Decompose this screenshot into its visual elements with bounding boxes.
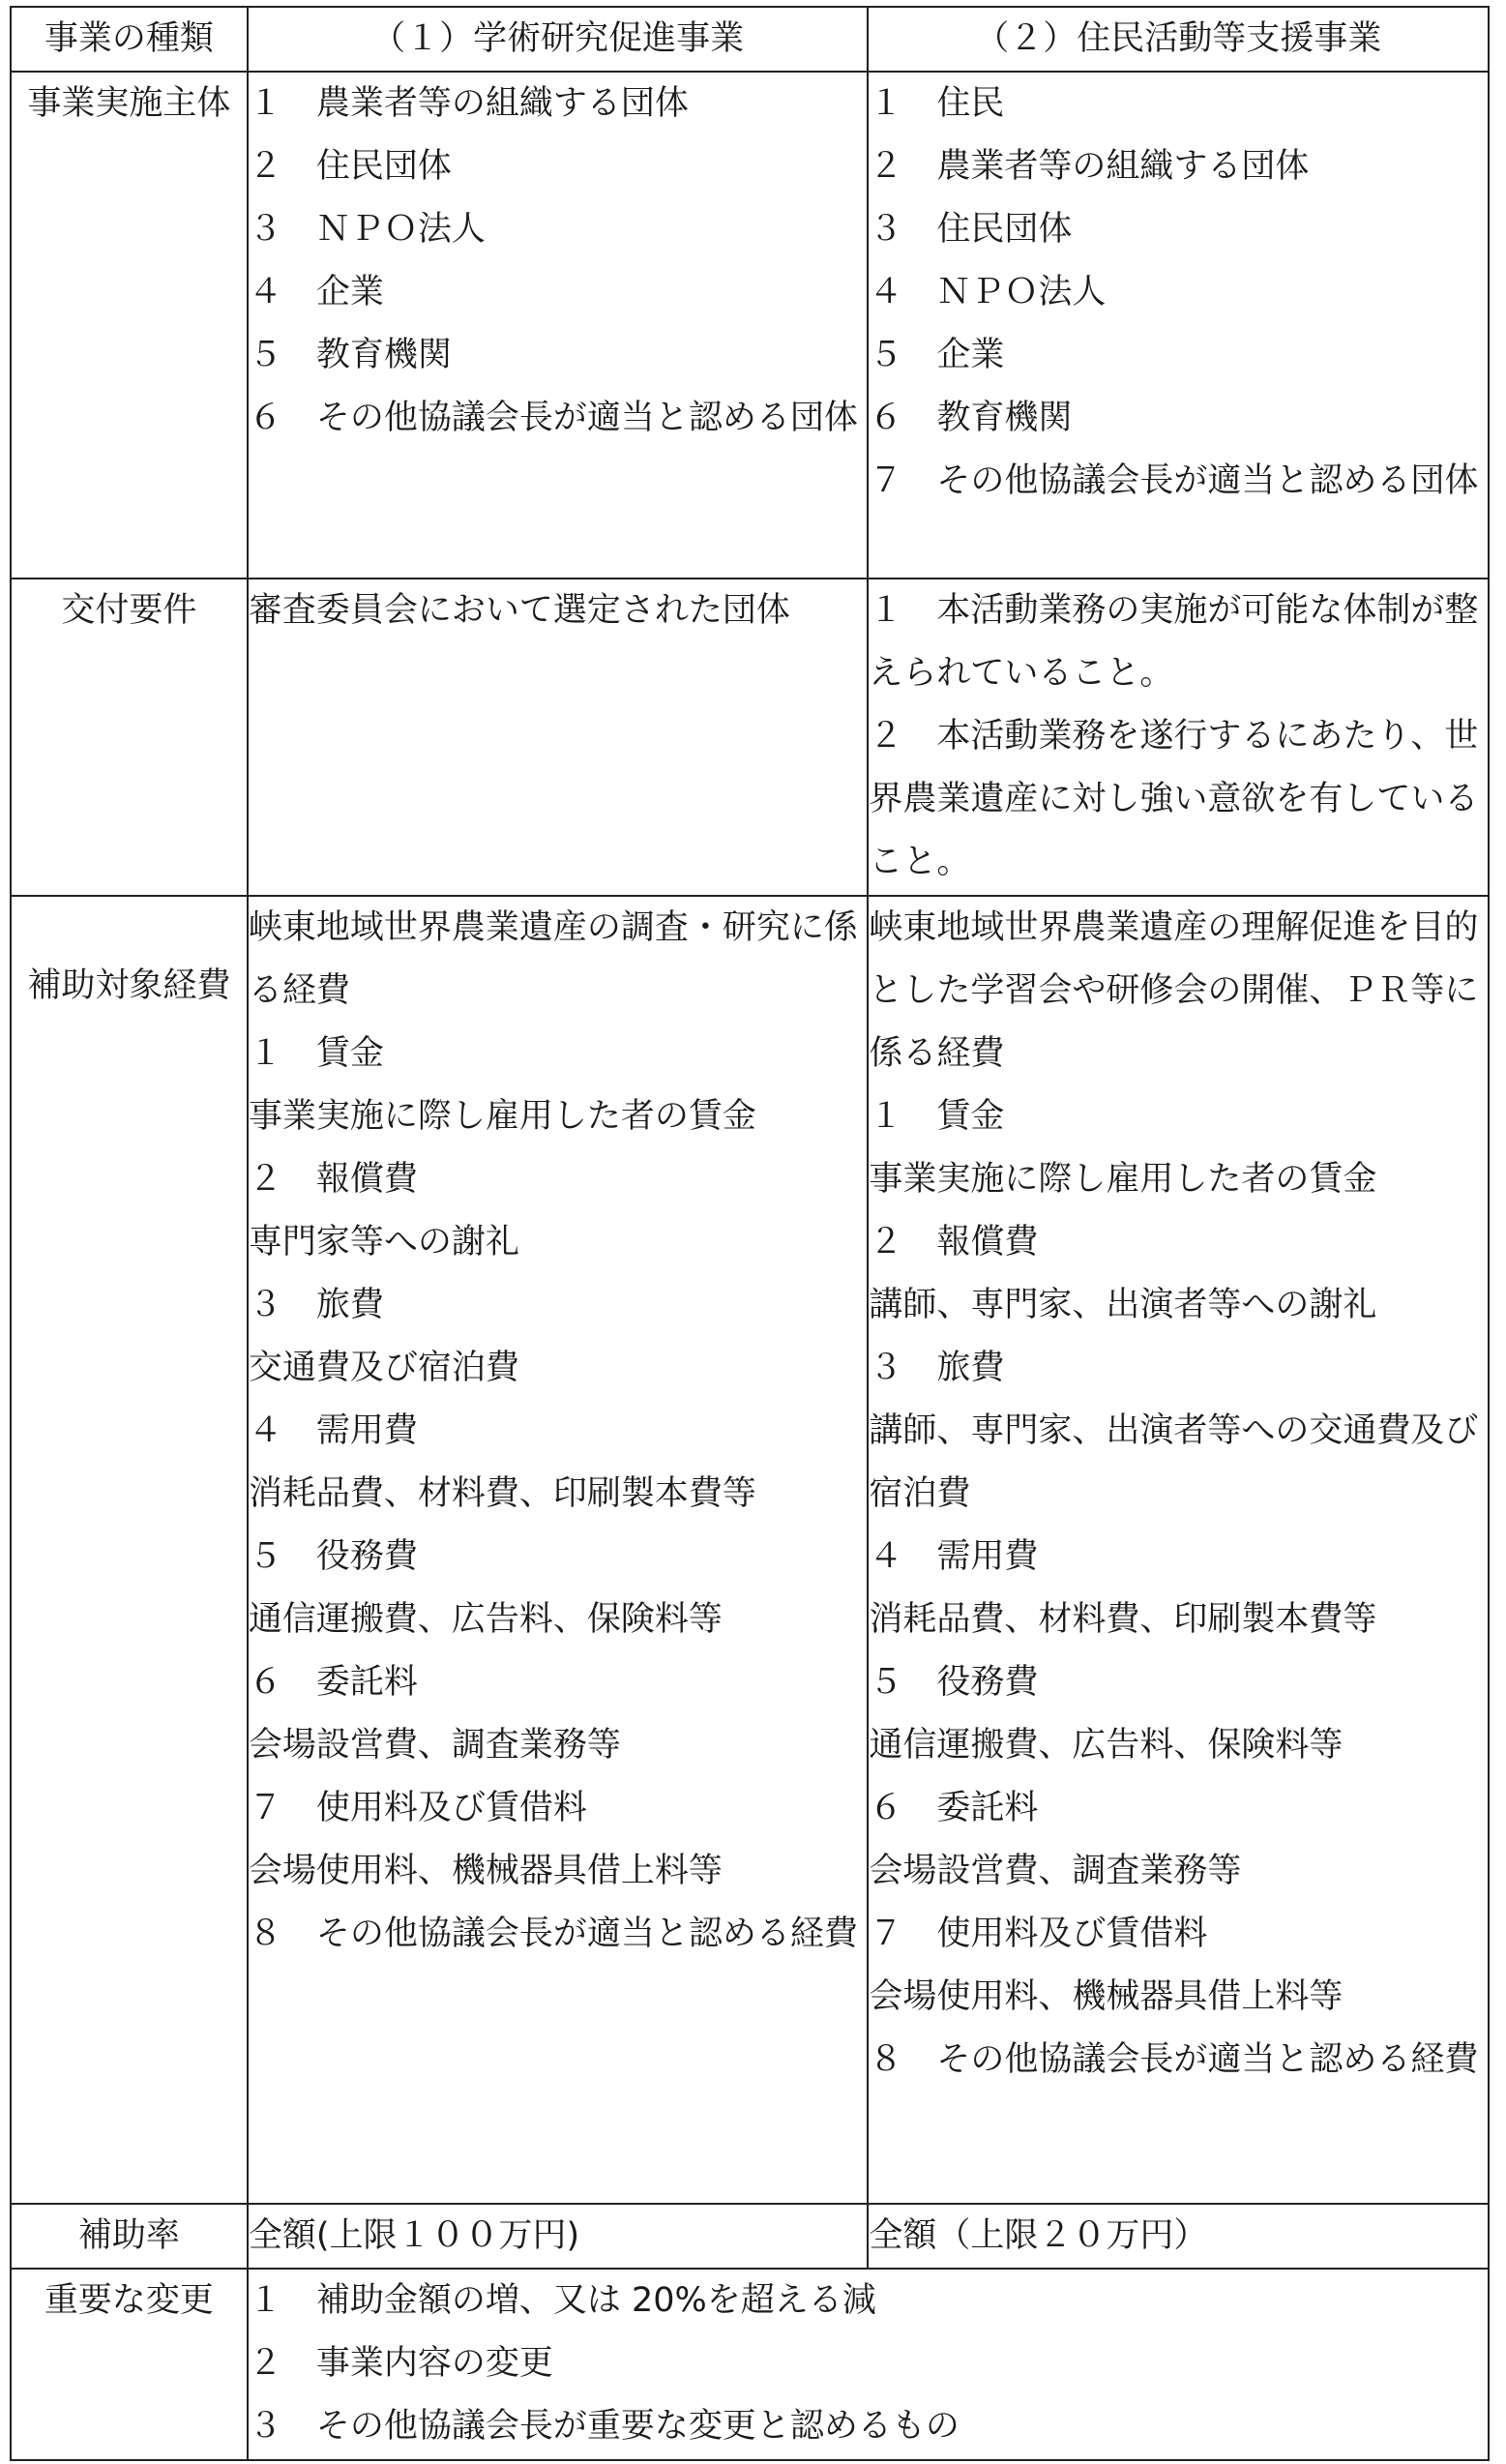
list-item: ３ 旅費 bbox=[869, 1349, 1005, 1387]
header-academic-research: （１）学術研究促進事業 bbox=[248, 7, 869, 72]
requirements-row bbox=[11, 579, 1489, 896]
changes-label: 重要な変更 bbox=[11, 2269, 248, 2460]
header-resident-activity: （２）住民活動等支援事業 bbox=[868, 7, 1489, 72]
list-item: ８ その他協議会長が適当と認める経費 bbox=[869, 2040, 1479, 2079]
implementer-label: 事業実施主体 bbox=[11, 72, 248, 579]
subsidy-table bbox=[10, 6, 1490, 2461]
table-header-row bbox=[11, 7, 1489, 72]
list-item: 講師、専門家、出演者等への交通費及び宿泊費 bbox=[869, 1411, 1479, 1513]
costs-col1 bbox=[248, 896, 869, 2204]
list-item: 交通費及び宿泊費 bbox=[248, 1349, 519, 1387]
list-item: ５ 教育機関 bbox=[248, 336, 452, 374]
list-item: ３ その他協議会長が重要な変更と認めるもの bbox=[248, 2407, 960, 2446]
list-item: ６ 委託料 bbox=[869, 1789, 1039, 1827]
list-item: ３ 旅費 bbox=[248, 1286, 384, 1324]
rate-label: 補助率 bbox=[11, 2204, 248, 2269]
changes-content bbox=[248, 2269, 1489, 2460]
implementer-row bbox=[11, 72, 1489, 579]
list-item: ５ 役務費 bbox=[869, 1663, 1039, 1702]
list-item: ８ その他協議会長が適当と認める経費 bbox=[248, 1915, 858, 1953]
costs-row bbox=[11, 896, 1489, 2204]
list-item: ５ 役務費 bbox=[248, 1537, 418, 1576]
list-item: １ 賃金 bbox=[869, 1097, 1005, 1136]
list-item: ７ その他協議会長が適当と認める団体 bbox=[869, 461, 1479, 500]
list-item: ２ 本活動業務を遂行するにあたり、世界農業遺産に対し強い意欲を有していること。 bbox=[869, 717, 1479, 881]
list-item: 消耗品費、材料費、印刷製本費等 bbox=[248, 1474, 756, 1513]
rate-col1: 全額(上限１００万円) bbox=[248, 2204, 869, 2269]
list-item: 通信運搬費、広告料、保険料等 bbox=[248, 1600, 723, 1639]
list-item: ７ 使用料及び賃借料 bbox=[869, 1915, 1208, 1953]
list-item: ４ ＮＰＯ法人 bbox=[869, 273, 1107, 312]
costs-col2 bbox=[868, 896, 1489, 2204]
list-item: ２ 報償費 bbox=[869, 1223, 1039, 1262]
list-item: 会場使用料、機械器具借上料等 bbox=[869, 1977, 1344, 2016]
requirements-col2 bbox=[868, 579, 1489, 896]
header-category: 事業の種類 bbox=[11, 7, 248, 72]
list-item: ６ 教育機関 bbox=[869, 399, 1073, 437]
list-item: 専門家等への謝礼 bbox=[248, 1223, 519, 1262]
list-item: ４ 需用費 bbox=[869, 1537, 1039, 1576]
list-item: １ 農業者等の組織する団体 bbox=[248, 84, 689, 123]
list-item: ４ 企業 bbox=[248, 273, 384, 312]
changes-row bbox=[11, 2269, 1489, 2460]
list-item: ２ 住民団体 bbox=[248, 147, 452, 186]
list-item: ３ 住民団体 bbox=[869, 210, 1073, 249]
list-item: 事業実施に際し雇用した者の賃金 bbox=[248, 1097, 756, 1136]
list-item: 講師、専門家、出演者等への謝礼 bbox=[869, 1286, 1377, 1324]
list-item: 会場設営費、調査業務等 bbox=[248, 1726, 621, 1765]
list-item: ４ 需用費 bbox=[248, 1411, 418, 1450]
list-item: ２ 報償費 bbox=[248, 1160, 418, 1199]
list-item: ６ 委託料 bbox=[248, 1663, 418, 1702]
requirements-label: 交付要件 bbox=[11, 579, 248, 896]
list-item: １ 賃金 bbox=[248, 1034, 384, 1073]
list-item: ７ 使用料及び賃借料 bbox=[248, 1789, 587, 1827]
list-item: １ 住民 bbox=[869, 84, 1005, 123]
list-item: 会場使用料、機械器具借上料等 bbox=[248, 1852, 723, 1890]
list-item: 峡東地域世界農業遺産の理解促進を目的とした学習会や研修会の開催、ＰＲ等に係る経費 bbox=[869, 908, 1479, 1073]
list-item: ６ その他協議会長が適当と認める団体 bbox=[248, 399, 858, 437]
list-item: 消耗品費、材料費、印刷製本費等 bbox=[869, 1600, 1377, 1639]
list-item: ２ 事業内容の変更 bbox=[248, 2344, 553, 2383]
list-item: ３ ＮＰＯ法人 bbox=[248, 210, 486, 249]
implementer-col1 bbox=[248, 72, 869, 579]
list-item: ２ 農業者等の組織する団体 bbox=[869, 147, 1310, 186]
list-item: 会場設営費、調査業務等 bbox=[869, 1852, 1242, 1890]
list-item: １ 本活動業務の実施が可能な体制が整えられていること。 bbox=[869, 591, 1479, 693]
list-item: 審査委員会において選定された団体 bbox=[248, 591, 790, 630]
costs-label: 補助対象経費 bbox=[11, 896, 248, 2204]
list-item: １ 補助金額の増、又は 20%を超える減 bbox=[248, 2281, 876, 2320]
list-item: 通信運搬費、広告料、保険料等 bbox=[869, 1726, 1344, 1765]
list-item: 峡東地域世界農業遺産の調査・研究に係る経費 bbox=[248, 908, 858, 1010]
rate-col2: 全額（上限２０万円） bbox=[868, 2204, 1489, 2269]
list-item: ５ 企業 bbox=[869, 336, 1005, 374]
requirements-col1 bbox=[248, 579, 869, 896]
rate-row bbox=[11, 2204, 1489, 2269]
list-item: 事業実施に際し雇用した者の賃金 bbox=[869, 1160, 1377, 1199]
implementer-col2 bbox=[868, 72, 1489, 579]
